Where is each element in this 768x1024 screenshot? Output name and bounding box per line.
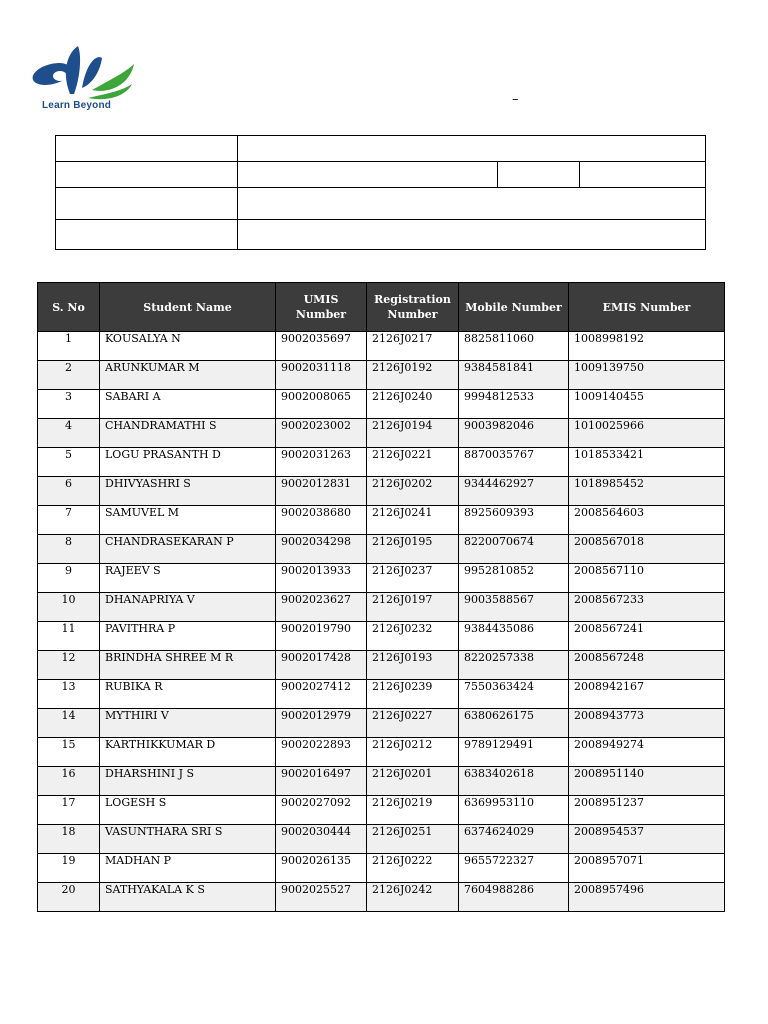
cell-registration-number: 2126J0194 [367, 419, 459, 448]
cell-umis-number: 9002034298 [276, 535, 367, 564]
info-label-cell [56, 220, 238, 250]
cell-umis-number: 9002016497 [276, 767, 367, 796]
cell-registration-number: 2126J0217 [367, 332, 459, 361]
cell-registration-number: 2126J0242 [367, 883, 459, 912]
cell-umis-number: 9002012979 [276, 709, 367, 738]
info-value-cell [238, 188, 706, 220]
cell-sno: 11 [38, 622, 100, 651]
cell-emis-number: 2008949274 [569, 738, 725, 767]
table-row [38, 419, 725, 448]
cell-student-name: MYTHIRI V [100, 709, 276, 738]
cell-student-name: DHANAPRIYA V [100, 593, 276, 622]
cell-umis-number: 9002038680 [276, 506, 367, 535]
cell-mobile-number: 9655722327 [459, 854, 569, 883]
cell-mobile-number: 9384581841 [459, 361, 569, 390]
cell-emis-number: 1008998192 [569, 332, 725, 361]
cell-umis-number: 9002022893 [276, 738, 367, 767]
cell-registration-number: 2126J0201 [367, 767, 459, 796]
header-umis-number: UMIS Number [276, 283, 367, 332]
cell-registration-number: 2126J0197 [367, 593, 459, 622]
cell-student-name: CHANDRASEKARAN P [100, 535, 276, 564]
cell-student-name: RAJEEV S [100, 564, 276, 593]
cell-mobile-number: 6369953110 [459, 796, 569, 825]
cell-student-name: LOGESH S [100, 796, 276, 825]
cell-emis-number: 2008567233 [569, 593, 725, 622]
cell-mobile-number: 6374624029 [459, 825, 569, 854]
cell-umis-number: 9002017428 [276, 651, 367, 680]
cell-sno: 16 [38, 767, 100, 796]
cell-mobile-number: 8220257338 [459, 651, 569, 680]
cell-mobile-number: 9003588567 [459, 593, 569, 622]
cell-emis-number: 2008954537 [569, 825, 725, 854]
table-row [38, 796, 725, 825]
table-row [38, 535, 725, 564]
cell-umis-number: 9002012831 [276, 477, 367, 506]
header-row [38, 283, 725, 332]
cell-umis-number: 9002027412 [276, 680, 367, 709]
info-row [56, 220, 706, 250]
cell-mobile-number: 7550363424 [459, 680, 569, 709]
cell-sno: 2 [38, 361, 100, 390]
cell-emis-number: 2008943773 [569, 709, 725, 738]
cell-mobile-number: 7604988286 [459, 883, 569, 912]
cell-registration-number: 2126J0240 [367, 390, 459, 419]
table-row [38, 883, 725, 912]
cell-sno: 13 [38, 680, 100, 709]
header-emis-number: EMIS Number [569, 283, 725, 332]
table-row [38, 564, 725, 593]
cell-umis-number: 9002023002 [276, 419, 367, 448]
table-row [38, 767, 725, 796]
table-row [38, 854, 725, 883]
cell-mobile-number: 8870035767 [459, 448, 569, 477]
cell-mobile-number: 8825811060 [459, 332, 569, 361]
cell-emis-number: 2008951140 [569, 767, 725, 796]
cell-registration-number: 2126J0251 [367, 825, 459, 854]
header-student-name: Student Name [100, 283, 276, 332]
cell-sno: 15 [38, 738, 100, 767]
cell-emis-number: 1018533421 [569, 448, 725, 477]
table-row [38, 506, 725, 535]
cell-sno: 5 [38, 448, 100, 477]
info-row [56, 188, 706, 220]
cell-student-name: MADHAN P [100, 854, 276, 883]
info-label-cell [56, 188, 238, 220]
cell-emis-number: 2008951237 [569, 796, 725, 825]
cell-student-name: BRINDHA SHREE M R [100, 651, 276, 680]
cell-registration-number: 2126J0221 [367, 448, 459, 477]
cell-mobile-number: 9003982046 [459, 419, 569, 448]
cell-registration-number: 2126J0202 [367, 477, 459, 506]
cell-emis-number: 2008567018 [569, 535, 725, 564]
table-row [38, 448, 725, 477]
info-row [56, 162, 706, 188]
cell-registration-number: 2126J0219 [367, 796, 459, 825]
table-row [38, 332, 725, 361]
table-row [38, 738, 725, 767]
cell-emis-number: 1009139750 [569, 361, 725, 390]
cell-student-name: SABARI A [100, 390, 276, 419]
cell-student-name: DHARSHINI J S [100, 767, 276, 796]
cell-umis-number: 9002023627 [276, 593, 367, 622]
cell-student-name: RUBIKA R [100, 680, 276, 709]
cell-mobile-number: 9994812533 [459, 390, 569, 419]
cell-sno: 10 [38, 593, 100, 622]
cell-sno: 19 [38, 854, 100, 883]
cell-registration-number: 2126J0241 [367, 506, 459, 535]
cell-mobile-number: 6380626175 [459, 709, 569, 738]
cell-sno: 8 [38, 535, 100, 564]
cell-sno: 6 [38, 477, 100, 506]
cell-umis-number: 9002031118 [276, 361, 367, 390]
cell-sno: 4 [38, 419, 100, 448]
cell-sno: 17 [38, 796, 100, 825]
cell-registration-number: 2126J0192 [367, 361, 459, 390]
info-row [56, 136, 706, 162]
cell-registration-number: 2126J0227 [367, 709, 459, 738]
cell-student-name: SATHYAKALA K S [100, 883, 276, 912]
cell-mobile-number: 6383402618 [459, 767, 569, 796]
cell-sno: 9 [38, 564, 100, 593]
cell-student-name: SAMUVEL M [100, 506, 276, 535]
cell-student-name: VASUNTHARA SRI S [100, 825, 276, 854]
cell-emis-number: 2008957071 [569, 854, 725, 883]
info-label-cell [56, 136, 238, 162]
header-sno: S. No [38, 283, 100, 332]
cell-student-name: PAVITHRA P [100, 622, 276, 651]
table-row [38, 825, 725, 854]
cell-registration-number: 2126J0195 [367, 535, 459, 564]
cell-registration-number: 2126J0212 [367, 738, 459, 767]
cell-sno: 1 [38, 332, 100, 361]
cell-umis-number: 9002026135 [276, 854, 367, 883]
info-value-cell [580, 162, 706, 188]
student-table [37, 282, 725, 912]
info-value-cell [238, 136, 706, 162]
cell-sno: 14 [38, 709, 100, 738]
cell-sno: 7 [38, 506, 100, 535]
table-row [38, 680, 725, 709]
table-row [38, 651, 725, 680]
table-row [38, 477, 725, 506]
cell-student-name: KARTHIKKUMAR D [100, 738, 276, 767]
cell-mobile-number: 9344462927 [459, 477, 569, 506]
cell-umis-number: 9002025527 [276, 883, 367, 912]
info-value-cell [238, 220, 706, 250]
cell-student-name: KOUSALYA N [100, 332, 276, 361]
cell-emis-number: 1009140455 [569, 390, 725, 419]
cell-registration-number: 2126J0232 [367, 622, 459, 651]
cell-emis-number: 2008957496 [569, 883, 725, 912]
cell-umis-number: 9002019790 [276, 622, 367, 651]
cell-umis-number: 9002013933 [276, 564, 367, 593]
cell-mobile-number: 9952810852 [459, 564, 569, 593]
cell-student-name: CHANDRAMATHI S [100, 419, 276, 448]
cell-emis-number: 2008564603 [569, 506, 725, 535]
table-row [38, 709, 725, 738]
cell-student-name: ARUNKUMAR M [100, 361, 276, 390]
header-mobile-number: Mobile Number [459, 283, 569, 332]
info-value-cell [238, 162, 498, 188]
logo-text: Learn Beyond [42, 100, 112, 111]
cell-mobile-number: 9789129491 [459, 738, 569, 767]
cell-mobile-number: 9384435086 [459, 622, 569, 651]
cell-registration-number: 2126J0237 [367, 564, 459, 593]
cell-emis-number: 2008567241 [569, 622, 725, 651]
info-label-cell [56, 162, 238, 188]
cell-umis-number: 9002031263 [276, 448, 367, 477]
cell-sno: 18 [38, 825, 100, 854]
cell-umis-number: 9002027092 [276, 796, 367, 825]
cell-umis-number: 9002035697 [276, 332, 367, 361]
cell-sno: 20 [38, 883, 100, 912]
table-row [38, 390, 725, 419]
header-registration-number: Registration Number [367, 283, 459, 332]
cell-registration-number: 2126J0239 [367, 680, 459, 709]
table-row [38, 361, 725, 390]
info-table [55, 135, 706, 250]
cell-umis-number: 9002008065 [276, 390, 367, 419]
cell-umis-number: 9002030444 [276, 825, 367, 854]
cell-mobile-number: 8925609393 [459, 506, 569, 535]
cell-mobile-number: 8220070674 [459, 535, 569, 564]
cell-sno: 3 [38, 390, 100, 419]
cell-emis-number: 2008567110 [569, 564, 725, 593]
cell-emis-number: 2008567248 [569, 651, 725, 680]
cell-sno: 12 [38, 651, 100, 680]
cell-registration-number: 2126J0222 [367, 854, 459, 883]
header-dash: – [512, 92, 519, 107]
info-value-cell [498, 162, 580, 188]
cell-emis-number: 1010025966 [569, 419, 725, 448]
cell-student-name: LOGU PRASANTH D [100, 448, 276, 477]
cell-registration-number: 2126J0193 [367, 651, 459, 680]
table-row [38, 593, 725, 622]
cell-student-name: DHIVYASHRI S [100, 477, 276, 506]
cell-emis-number: 1018985452 [569, 477, 725, 506]
cell-emis-number: 2008942167 [569, 680, 725, 709]
table-row [38, 622, 725, 651]
